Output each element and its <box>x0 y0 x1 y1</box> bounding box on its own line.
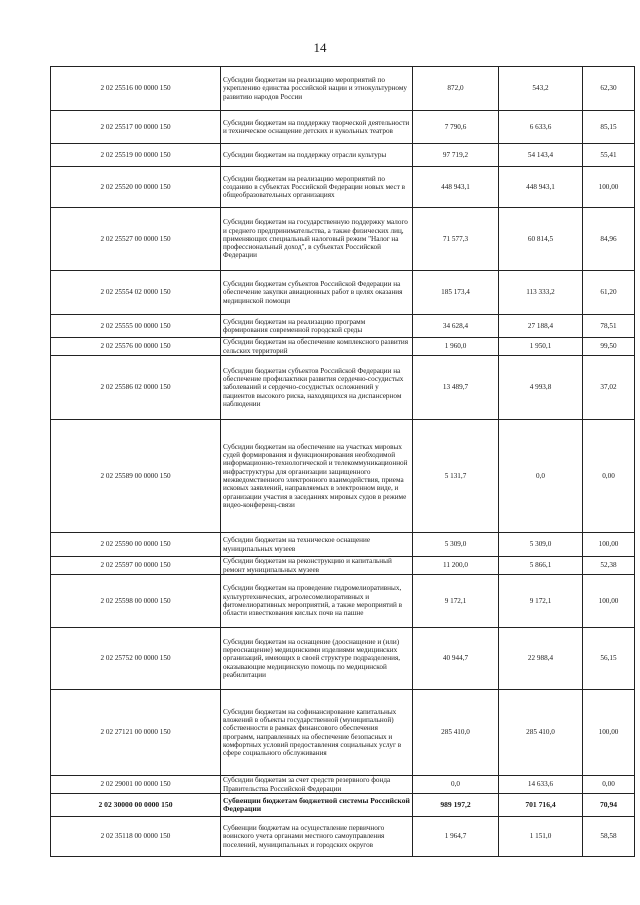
plan-amount-cell: 34 628,4 <box>413 315 499 338</box>
description-cell: Субсидии бюджетам на проведение гидромелиоративных, культуртехнических, агролесомелиоративных и фитомелиоративных мероприятий, а также мероприятий в области известкования кислых почв на пашне <box>221 575 413 628</box>
plan-amount-cell: 285 410,0 <box>413 690 499 776</box>
percent-cell: 100,00 <box>583 690 635 776</box>
budget-code-cell: 2 02 25576 00 0000 150 <box>51 338 221 356</box>
table-row <box>51 356 635 420</box>
budget-code-cell: 2 02 25527 00 0000 150 <box>51 208 221 271</box>
plan-amount-cell: 0,0 <box>413 776 499 794</box>
budget-code-cell: 2 02 25589 00 0000 150 <box>51 420 221 533</box>
percent-cell: 100,00 <box>583 167 635 208</box>
budget-code-cell: 2 02 25597 00 0000 150 <box>51 557 221 575</box>
budget-code-cell: 2 02 25598 00 0000 150 <box>51 575 221 628</box>
actual-amount-cell: 543,2 <box>499 67 583 111</box>
plan-amount-cell: 5 131,7 <box>413 420 499 533</box>
plan-amount-cell: 1 964,7 <box>413 817 499 857</box>
table-row <box>51 271 635 315</box>
percent-cell: 52,38 <box>583 557 635 575</box>
actual-amount-cell: 22 988,4 <box>499 628 583 690</box>
plan-amount-cell: 185 173,4 <box>413 271 499 315</box>
percent-cell: 70,94 <box>583 794 635 817</box>
plan-amount-cell: 7 790,6 <box>413 111 499 144</box>
description-cell: Субвенции бюджетам бюджетной системы Российской Федерации <box>221 794 413 817</box>
actual-amount-cell: 54 143,4 <box>499 144 583 167</box>
actual-amount-cell: 448 943,1 <box>499 167 583 208</box>
table-row <box>51 111 635 144</box>
percent-cell: 0,00 <box>583 420 635 533</box>
description-cell: Субсидии бюджетам на техническое оснащение муниципальных музеев <box>221 533 413 557</box>
actual-amount-cell: 27 188,4 <box>499 315 583 338</box>
percent-cell: 62,30 <box>583 67 635 111</box>
actual-amount-cell: 9 172,1 <box>499 575 583 628</box>
table-row <box>51 315 635 338</box>
actual-amount-cell: 4 993,8 <box>499 356 583 420</box>
description-cell: Субсидии бюджетам на реализацию программ формирования современной городской среды <box>221 315 413 338</box>
budget-code-cell: 2 02 25752 00 0000 150 <box>51 628 221 690</box>
description-cell: Субсидии бюджетам на поддержку отрасли культуры <box>221 144 413 167</box>
plan-amount-cell: 448 943,1 <box>413 167 499 208</box>
actual-amount-cell: 113 333,2 <box>499 271 583 315</box>
budget-code-cell: 2 02 29001 00 0000 150 <box>51 776 221 794</box>
description-cell: Субвенции бюджетам на осуществление первичного воинского учета органами местного самоуправления поселений, муниципальных и городских округов <box>221 817 413 857</box>
budget-code-cell: 2 02 25519 00 0000 150 <box>51 144 221 167</box>
budget-code-cell: 2 02 25586 02 0000 150 <box>51 356 221 420</box>
table-row <box>51 776 635 794</box>
description-cell: Субсидии бюджетам субъектов Российской Федерации на обеспечение профилактики развития сердечно-сосудистых заболеваний и сердечно-сосудистых осложнений у пациентов высокого риска, находящихся на диспансерном наблюдении <box>221 356 413 420</box>
budget-code-cell: 2 02 25520 00 0000 150 <box>51 167 221 208</box>
actual-amount-cell: 14 633,6 <box>499 776 583 794</box>
description-cell: Субсидии бюджетам на поддержку творческой деятельности и техническое оснащение детских и кукольных театров <box>221 111 413 144</box>
plan-amount-cell: 71 577,3 <box>413 208 499 271</box>
percent-cell: 100,00 <box>583 575 635 628</box>
percent-cell: 85,15 <box>583 111 635 144</box>
plan-amount-cell: 5 309,0 <box>413 533 499 557</box>
percent-cell: 56,15 <box>583 628 635 690</box>
table-row <box>51 557 635 575</box>
table-row <box>51 533 635 557</box>
budget-code-cell: 2 02 30000 00 0000 150 <box>51 794 221 817</box>
actual-amount-cell: 0,0 <box>499 420 583 533</box>
budget-code-cell: 2 02 27121 00 0000 150 <box>51 690 221 776</box>
table-row <box>51 628 635 690</box>
percent-cell: 84,96 <box>583 208 635 271</box>
budget-code-cell: 2 02 25555 00 0000 150 <box>51 315 221 338</box>
plan-amount-cell: 11 200,0 <box>413 557 499 575</box>
actual-amount-cell: 285 410,0 <box>499 690 583 776</box>
budget-code-cell: 2 02 35118 00 0000 150 <box>51 817 221 857</box>
table-row <box>51 420 635 533</box>
plan-amount-cell: 40 944,7 <box>413 628 499 690</box>
plan-amount-cell: 97 719,2 <box>413 144 499 167</box>
percent-cell: 99,50 <box>583 338 635 356</box>
percent-cell: 0,00 <box>583 776 635 794</box>
table-row <box>51 144 635 167</box>
description-cell: Субсидии бюджетам на софинансирование капитальных вложений в объекты государственной (муниципальной) собственности в рамках финансового обеспечения программ, направленных на обеспечение безопасных и комфортных условий предоставления социальных услуг в сфере социального обслуживания <box>221 690 413 776</box>
description-cell: Субсидии бюджетам на оснащение (дооснащение и (или) переоснащение) медицинскими изделиями медицинских организаций, имеющих в своей структуре подразделения, оказывающие медицинскую помощь по медицинской реабилитации <box>221 628 413 690</box>
table-row <box>51 794 635 817</box>
actual-amount-cell: 60 814,5 <box>499 208 583 271</box>
table-row <box>51 208 635 271</box>
actual-amount-cell: 5 309,0 <box>499 533 583 557</box>
budget-table-body <box>51 67 635 857</box>
plan-amount-cell: 989 197,2 <box>413 794 499 817</box>
table-row <box>51 575 635 628</box>
plan-amount-cell: 1 960,0 <box>413 338 499 356</box>
budget-code-cell: 2 02 25590 00 0000 150 <box>51 533 221 557</box>
description-cell: Субсидии бюджетам на обеспечение на участках мировых судей формирования и функционирования необходимой информационно-технологической и телекоммуникационной инфраструктуры для организации защищенного межведомственного электронного взаимодействия, приема исковых заявлений, направляемых в электронном виде, и организации участия в заседаниях мировых судов в режиме видео-конференц-связи <box>221 420 413 533</box>
actual-amount-cell: 701 716,4 <box>499 794 583 817</box>
description-cell: Субсидии бюджетам на реконструкцию и капитальный ремонт муниципальных музеев <box>221 557 413 575</box>
description-cell: Субсидии бюджетам субъектов Российской Федерации на обеспечение закупки авиационных работ в целях оказания медицинской помощи <box>221 271 413 315</box>
actual-amount-cell: 1 151,0 <box>499 817 583 857</box>
actual-amount-cell: 5 866,1 <box>499 557 583 575</box>
percent-cell: 58,58 <box>583 817 635 857</box>
description-cell: Субсидии бюджетам на государственную поддержку малого и среднего предпринимательства, а также физических лиц, применяющих специальный налоговый режим "Налог на профессиональный доход", в субъектах Российской Федерации <box>221 208 413 271</box>
plan-amount-cell: 9 172,1 <box>413 575 499 628</box>
percent-cell: 78,51 <box>583 315 635 338</box>
budget-table <box>50 66 635 857</box>
table-row <box>51 690 635 776</box>
description-cell: Субсидии бюджетам на реализацию мероприятий по созданию в субъектах Российской Федерации новых мест в общеобразовательных организациях <box>221 167 413 208</box>
percent-cell: 61,20 <box>583 271 635 315</box>
plan-amount-cell: 872,0 <box>413 67 499 111</box>
description-cell: Субсидии бюджетам на реализацию мероприятий по укреплению единства российской нации и этнокультурному развитию народов России <box>221 67 413 111</box>
table-row <box>51 67 635 111</box>
description-cell: Субсидии бюджетам на обеспечение комплексного развития сельских территорий <box>221 338 413 356</box>
description-cell: Субсидии бюджетам за счет средств резервного фонда Правительства Российской Федерации <box>221 776 413 794</box>
percent-cell: 37,02 <box>583 356 635 420</box>
plan-amount-cell: 13 489,7 <box>413 356 499 420</box>
table-row <box>51 338 635 356</box>
page-number: 14 <box>313 40 327 55</box>
budget-code-cell: 2 02 25516 00 0000 150 <box>51 67 221 111</box>
budget-code-cell: 2 02 25517 00 0000 150 <box>51 111 221 144</box>
budget-code-cell: 2 02 25554 02 0000 150 <box>51 271 221 315</box>
actual-amount-cell: 1 950,1 <box>499 338 583 356</box>
percent-cell: 55,41 <box>583 144 635 167</box>
actual-amount-cell: 6 633,6 <box>499 111 583 144</box>
table-row <box>51 167 635 208</box>
percent-cell: 100,00 <box>583 533 635 557</box>
table-row <box>51 817 635 857</box>
